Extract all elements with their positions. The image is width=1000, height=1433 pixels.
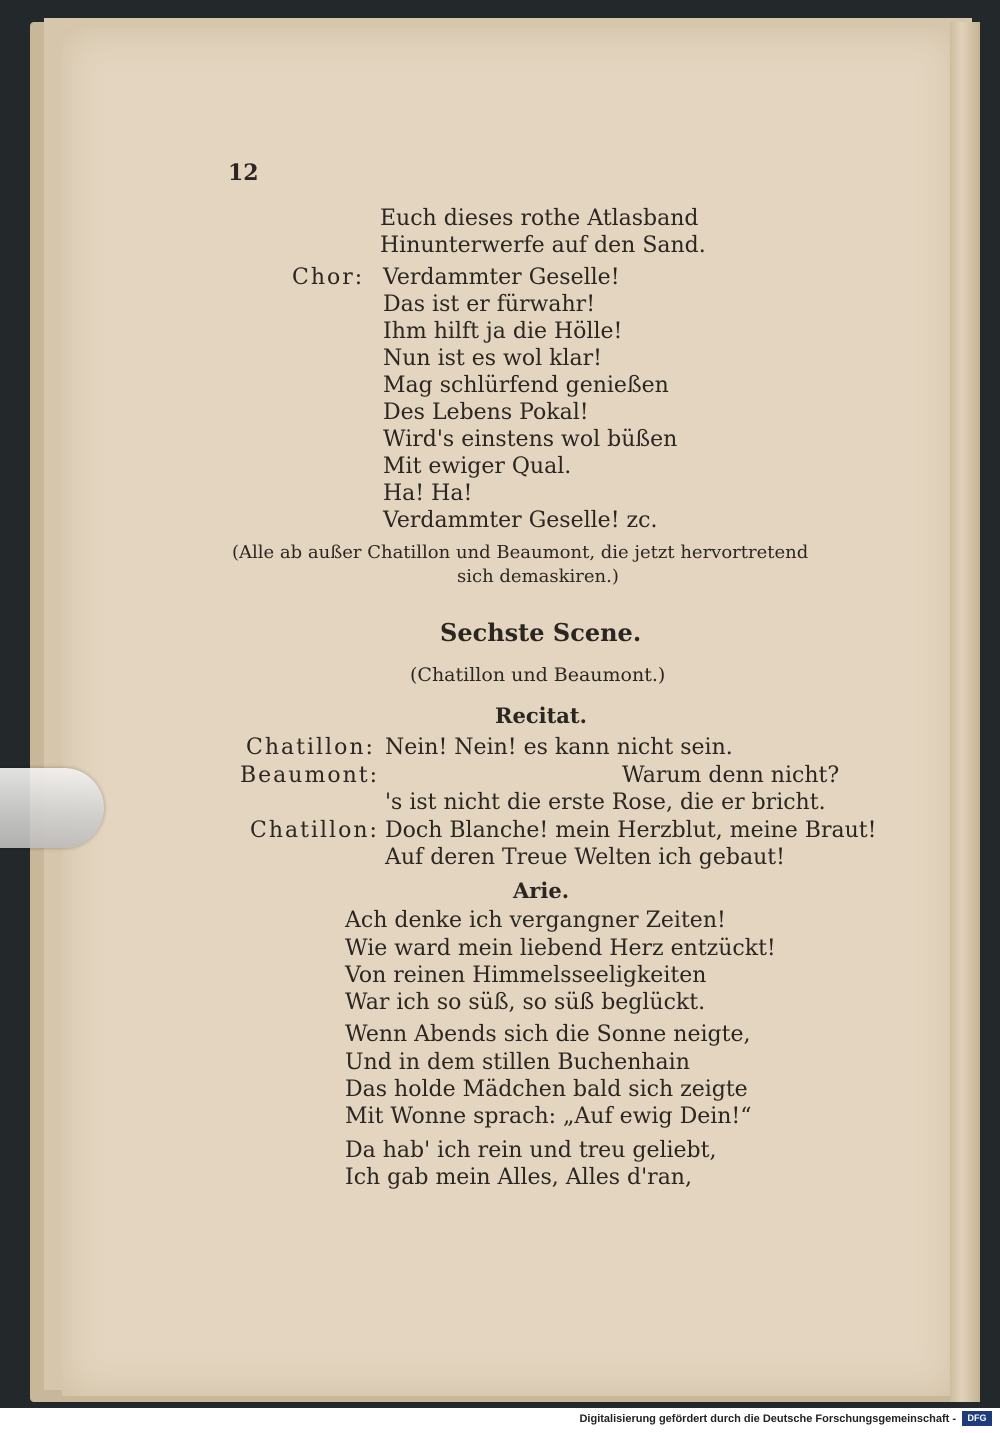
recitat-heading: Recitat.	[495, 703, 587, 728]
chor-line: Nun ist es wol klar!	[383, 346, 602, 371]
arie-line: Ach denke ich vergangner Zeiten!	[345, 908, 726, 933]
chor-line: Wird's einstens wol büßen	[383, 427, 678, 452]
dialogue-line: Warum denn nicht?	[622, 763, 840, 788]
stage-direction: (Alle ab außer Chatillon und Beaumont, die jetzt hervortretend	[232, 542, 809, 563]
chor-line: Mit ewiger Qual.	[383, 454, 572, 479]
bookmark-clip	[0, 768, 104, 848]
arie-line: Von reinen Himmelsseeligkeiten	[345, 963, 707, 988]
dfg-logo-icon: DFG	[962, 1411, 992, 1426]
arie-heading: Arie.	[513, 878, 570, 903]
scene-persons: (Chatillon und Beaumont.)	[410, 664, 666, 686]
arie-line: Und in dem stillen Buchenhain	[345, 1050, 690, 1075]
speaker-chor: Chor:	[292, 265, 365, 290]
dialogue-line: 's ist nicht die erste Rose, die er bricht.	[385, 790, 826, 815]
speaker-chatillon: Chatillon:	[250, 818, 379, 843]
stage-direction: sich demaskiren.)	[457, 566, 619, 587]
funding-note: Digitalisierung gefördert durch die Deutsche Forschungsgemeinschaft -	[579, 1413, 956, 1425]
chor-line: Verdammter Geselle! zc.	[383, 508, 658, 533]
scene-title: Sechste Scene.	[440, 618, 642, 647]
arie-line: Das holde Mädchen bald sich zeigte	[345, 1077, 748, 1102]
arie-line: Wenn Abends sich die Sonne neigte,	[345, 1022, 751, 1047]
dialogue-line: Auf deren Treue Welten ich gebaut!	[385, 845, 785, 870]
page-edge	[950, 22, 980, 1402]
chor-line: Des Lebens Pokal!	[383, 400, 589, 425]
dialogue-line: Nein! Nein! es kann nicht sein.	[385, 735, 733, 760]
verse-line: Euch dieses rothe Atlasband	[380, 206, 699, 231]
arie-line: Ich gab mein Alles, Alles d'ran,	[345, 1165, 692, 1190]
chor-line: Verdammter Geselle!	[383, 265, 620, 290]
arie-line: Mit Wonne sprach: „Auf ewig Dein!“	[345, 1104, 752, 1129]
dialogue-line: Doch Blanche! mein Herzblut, meine Braut!	[385, 818, 877, 843]
speaker-chatillon: Chatillon:	[246, 735, 375, 760]
chor-line: Ihm hilft ja die Hölle!	[383, 319, 623, 344]
speaker-beaumont: Beaumont:	[240, 763, 379, 788]
verse-line: Hinunterwerfe auf den Sand.	[380, 233, 706, 258]
chor-line: Mag schlürfend genießen	[383, 373, 669, 398]
chor-line: Ha! Ha!	[383, 481, 473, 506]
page-number: 12	[228, 160, 259, 186]
footer-bar	[0, 1408, 1000, 1433]
arie-line: War ich so süß, so süß beglückt.	[345, 990, 706, 1015]
arie-line: Da hab' ich rein und treu geliebt,	[345, 1138, 717, 1163]
arie-line: Wie ward mein liebend Herz entzückt!	[345, 936, 776, 961]
chor-line: Das ist er fürwahr!	[383, 292, 596, 317]
